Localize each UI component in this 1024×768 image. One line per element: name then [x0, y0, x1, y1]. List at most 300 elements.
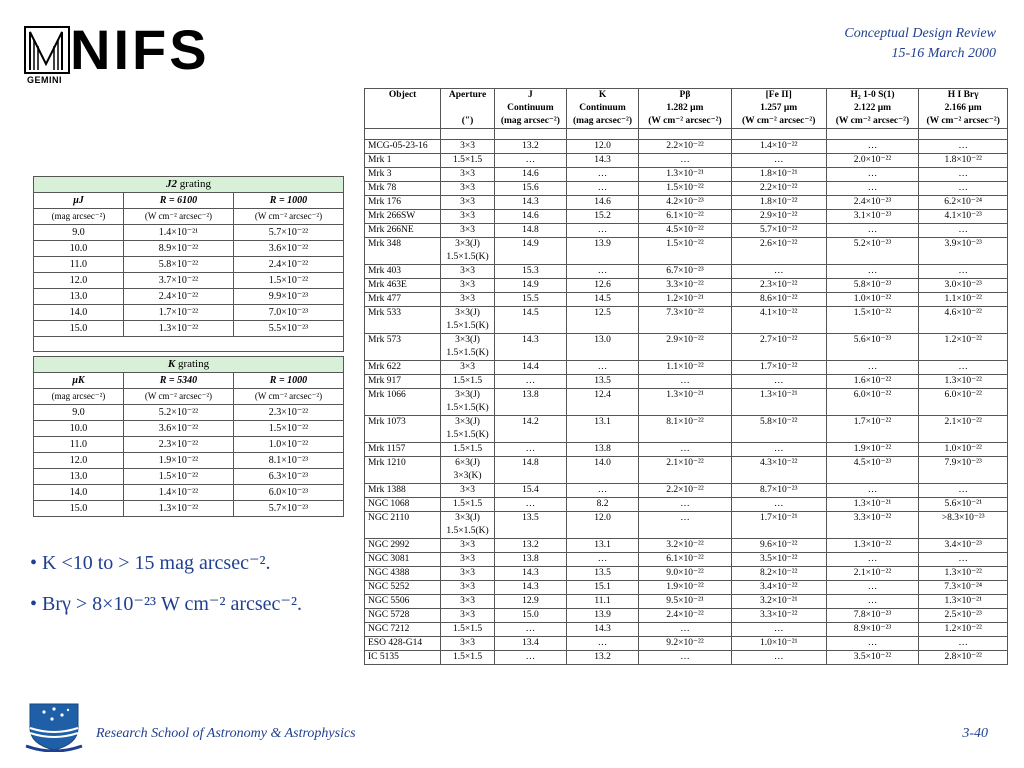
main-table-cell: 8.2: [566, 498, 638, 512]
mu-j-header: μJ: [34, 193, 124, 209]
main-table-cell: 1.2×10⁻²¹: [639, 293, 732, 307]
object-name-cell: Mrk 1066: [365, 389, 441, 416]
main-table-cell: 8.7×10⁻²³: [731, 484, 826, 498]
gap-cell: [441, 129, 495, 140]
main-table-cell: 1.8×10⁻²²: [919, 154, 1008, 168]
main-table-cell: 2.4×10⁻²³: [826, 196, 919, 210]
main-table-cell: 3×3: [441, 196, 495, 210]
main-table-cell: 11.1: [566, 595, 638, 609]
main-table-cell: 15.3: [494, 265, 566, 279]
k_grating-cell: 2.3×10⁻²²: [233, 405, 343, 421]
main-table-cell: 4.3×10⁻²²: [731, 457, 826, 484]
main-table-cell: 5.6×10⁻²³: [826, 334, 919, 361]
main-table-cell: 1.3×10⁻²¹: [639, 389, 732, 416]
main-table-cell: …: [826, 637, 919, 651]
main-table-cell: 14.9: [494, 279, 566, 293]
main-table-row: [365, 168, 1008, 182]
main-table-cell: 1.7×10⁻²²: [731, 361, 826, 375]
main-table-cell: 6.1×10⁻²²: [639, 553, 732, 567]
main-table-cell: …: [826, 265, 919, 279]
main-table-body: [365, 129, 1008, 665]
k-grating-table: [33, 356, 344, 517]
main-table-cell: 1.5×10⁻²²: [639, 238, 732, 265]
main-table-cell: 3.5×10⁻²²: [826, 651, 919, 665]
object-name-cell: Mrk 348: [365, 238, 441, 265]
main-table-cell: 6.0×10⁻²²: [826, 389, 919, 416]
main-table-cell: 15.2: [566, 210, 638, 224]
j-col1-unit: (mag arcsec⁻²): [34, 209, 124, 225]
main-table-cell: 14.3: [494, 334, 566, 361]
review-date: 15-16 March 2000: [891, 46, 996, 61]
main-table-cell: 2.9×10⁻²²: [731, 210, 826, 224]
j_grating-row: [34, 273, 344, 289]
main-table-cell: …: [826, 553, 919, 567]
main-table-cell: 13.0: [566, 334, 638, 361]
j_grating-cell: 9.9×10⁻²³: [233, 289, 343, 305]
main-table-cell: 4.5×10⁻²³: [826, 457, 919, 484]
j_grating-cell: 1.3×10⁻²²: [123, 321, 233, 337]
main-table-cell: 1.8×10⁻²¹: [731, 168, 826, 182]
object-name-cell: NGC 4388: [365, 567, 441, 581]
main-table-row: [365, 238, 1008, 265]
main-table-cell: 1.7×10⁻²¹: [731, 512, 826, 539]
main-table-cell: 9.2×10⁻²²: [639, 637, 732, 651]
main-table-cell: 1.3×10⁻²²: [826, 539, 919, 553]
object-name-cell: Mrk 78: [365, 182, 441, 196]
k_grating-cell: 10.0: [34, 421, 124, 437]
footer-institution: Research School of Astronomy & Astrophysics: [96, 726, 356, 741]
main-table-cell: 3.0×10⁻²³: [919, 279, 1008, 293]
main-table-cell: 13.8: [494, 389, 566, 416]
object-name-cell: Mrk 573: [365, 334, 441, 361]
main-table-cell: …: [639, 375, 732, 389]
main-table-row: [365, 307, 1008, 334]
main-table-cell: 1.0×10⁻²²: [919, 443, 1008, 457]
object-name-cell: Mrk 533: [365, 307, 441, 334]
j_grating-cell: 15.0: [34, 321, 124, 337]
main-table-row: [365, 512, 1008, 539]
j_grating-cell: 7.0×10⁻²³: [233, 305, 343, 321]
main-table-cell: …: [731, 154, 826, 168]
main-table-cell: 8.6×10⁻²²: [731, 293, 826, 307]
j_grating-row: [34, 289, 344, 305]
j_grating-cell: 14.0: [34, 305, 124, 321]
main-table-cell: 1.5×1.5: [441, 623, 495, 637]
main-table-cell: 4.1×10⁻²²: [731, 307, 826, 334]
object-name-cell: NGC 2110: [365, 512, 441, 539]
main-table-cell: 5.8×10⁻²²: [731, 416, 826, 443]
main-table-cell: 3.4×10⁻²²: [731, 581, 826, 595]
main-table-cell: 13.9: [566, 609, 638, 623]
main-table-cell: 3×3: [441, 140, 495, 154]
main-table-cell: 3×3: [441, 637, 495, 651]
main-table-cell: …: [494, 498, 566, 512]
k_grating-cell: 13.0: [34, 469, 124, 485]
j_grating-cell: 13.0: [34, 289, 124, 305]
main-table-cell: 1.2×10⁻²²: [919, 623, 1008, 637]
main-table-cell: 6.0×10⁻²²: [919, 389, 1008, 416]
main-header-cell: Aperture (″): [441, 89, 495, 129]
main-table-cell: 1.5×10⁻²²: [826, 307, 919, 334]
main-table-cell: 7.3×10⁻²²: [639, 307, 732, 334]
main-table-cell: 1.3×10⁻²¹: [731, 389, 826, 416]
main-table-cell: 1.3×10⁻²¹: [919, 595, 1008, 609]
k-col1-unit: (mag arcsec⁻²): [34, 389, 124, 405]
main-table-cell: 15.6: [494, 182, 566, 196]
main-table-row: [365, 539, 1008, 553]
main-table-row: [365, 637, 1008, 651]
k_grating-row: [34, 469, 344, 485]
k_grating-cell: 12.0: [34, 453, 124, 469]
main-table-cell: 13.8: [494, 553, 566, 567]
main-table-cell: 13.1: [566, 539, 638, 553]
main-table-cell: 8.1×10⁻²²: [639, 416, 732, 443]
main-table-cell: …: [826, 361, 919, 375]
main-table-cell: 2.1×10⁻²²: [826, 567, 919, 581]
nifs-logo-text: NIFS: [70, 18, 210, 81]
gemini-label: GEMINI: [27, 75, 63, 85]
main-table-cell: 7.3×10⁻²⁴: [919, 581, 1008, 595]
main-table-cell: 2.9×10⁻²²: [639, 334, 732, 361]
main-table-cell: 2.1×10⁻²²: [919, 416, 1008, 443]
object-name-cell: Mrk 463E: [365, 279, 441, 293]
main-table-cell: 3×3: [441, 210, 495, 224]
k_grating-cell: 8.1×10⁻²³: [233, 453, 343, 469]
object-name-cell: MCG-05-23-16: [365, 140, 441, 154]
object-name-cell: Mrk 176: [365, 196, 441, 210]
main-table-cell: 9.6×10⁻²²: [731, 539, 826, 553]
main-table-cell: 13.2: [494, 539, 566, 553]
main-table-row: [365, 265, 1008, 279]
main-table-row: [365, 443, 1008, 457]
main-table-cell: 14.3: [566, 623, 638, 637]
object-name-cell: Mrk 1157: [365, 443, 441, 457]
main-table-cell: 3.3×10⁻²²: [826, 512, 919, 539]
j_grating-row: [34, 321, 344, 337]
main-table-row: [365, 182, 1008, 196]
object-name-cell: NGC 1068: [365, 498, 441, 512]
k_grating-cell: 1.3×10⁻²²: [123, 501, 233, 517]
j_grating-row: [34, 257, 344, 273]
main-table-cell: …: [639, 651, 732, 665]
main-table-cell: …: [639, 623, 732, 637]
main-table-cell: 6.2×10⁻²⁴: [919, 196, 1008, 210]
j_grating-cell: 5.8×10⁻²²: [123, 257, 233, 273]
main-table-cell: 5.2×10⁻²³: [826, 238, 919, 265]
main-table-cell: 7.9×10⁻²³: [919, 457, 1008, 484]
main-table-cell: 14.3: [494, 567, 566, 581]
j_grating-cell: 5.5×10⁻²³: [233, 321, 343, 337]
main-table-cell: 4.2×10⁻²³: [639, 196, 732, 210]
main-table-cell: 3.3×10⁻²²: [731, 609, 826, 623]
main-table-cell: 3×3(J) 1.5×1.5(K): [441, 416, 495, 443]
main-table-cell: 13.5: [566, 375, 638, 389]
k_grating-cell: 1.9×10⁻²²: [123, 453, 233, 469]
main-table-cell: …: [639, 512, 732, 539]
gap-cell: [566, 129, 638, 140]
main-table-cell: 3.2×10⁻²²: [639, 539, 732, 553]
main-table-row: [365, 375, 1008, 389]
j_grating-cell: 11.0: [34, 257, 124, 273]
main-table-row: [365, 361, 1008, 375]
j-r1000-header: R = 1000: [233, 193, 343, 209]
main-table-cell: 14.8: [494, 224, 566, 238]
gap-cell: [826, 129, 919, 140]
main-table-cell: …: [826, 595, 919, 609]
main-table-cell: 1.3×10⁻²¹: [826, 498, 919, 512]
main-table-cell: 12.6: [566, 279, 638, 293]
main-table-cell: 1.4×10⁻²²: [731, 140, 826, 154]
main-table-cell: 1.9×10⁻²²: [826, 443, 919, 457]
main-table-cell: 1.1×10⁻²²: [639, 361, 732, 375]
main-table-cell: 5.8×10⁻²³: [826, 279, 919, 293]
main-table-cell: …: [919, 182, 1008, 196]
main-table-row: [365, 210, 1008, 224]
main-table-cell: 14.3: [494, 196, 566, 210]
k-grating-rows: [34, 405, 344, 517]
main-table-row: [365, 196, 1008, 210]
main-table-cell: …: [639, 154, 732, 168]
j_grating-cell: 10.0: [34, 241, 124, 257]
main-table-cell: 4.1×10⁻²³: [919, 210, 1008, 224]
object-name-cell: NGC 2992: [365, 539, 441, 553]
main-table-cell: 14.5: [566, 293, 638, 307]
main-table-cell: 2.0×10⁻²²: [826, 154, 919, 168]
k_grating-row: [34, 421, 344, 437]
main-table-cell: 3×3: [441, 539, 495, 553]
main-header-cell: J Continuum (mag arcsec⁻²): [494, 89, 566, 129]
object-name-cell: ESO 428-G14: [365, 637, 441, 651]
main-table-cell: 14.4: [494, 361, 566, 375]
bullet-list: [30, 550, 302, 632]
main-table-cell: 1.5×1.5: [441, 443, 495, 457]
main-table-cell: 15.5: [494, 293, 566, 307]
main-table-cell: 13.5: [566, 567, 638, 581]
k_grating-cell: 1.0×10⁻²²: [233, 437, 343, 453]
j-blank-row: [34, 337, 344, 352]
main-table-cell: 13.4: [494, 637, 566, 651]
main-table-cell: …: [639, 443, 732, 457]
main-table-cell: 14.0: [566, 457, 638, 484]
k-col2-unit: (W cm⁻² arcsec⁻²): [123, 389, 233, 405]
main-table-cell: 2.7×10⁻²²: [731, 334, 826, 361]
main-table-cell: …: [919, 361, 1008, 375]
main-table-cell: 3.9×10⁻²³: [919, 238, 1008, 265]
object-name-cell: Mrk 1073: [365, 416, 441, 443]
main-table-cell: 12.4: [566, 389, 638, 416]
main-table-cell: 2.8×10⁻²²: [919, 651, 1008, 665]
main-table-cell: 9.0×10⁻²²: [639, 567, 732, 581]
main-table-cell: 14.3: [494, 581, 566, 595]
main-table-cell: 1.2×10⁻²²: [919, 334, 1008, 361]
main-table-cell: 8.2×10⁻²²: [731, 567, 826, 581]
main-table-header-row: [365, 89, 1008, 129]
k_grating-cell: 1.5×10⁻²²: [233, 421, 343, 437]
main-table-cell: …: [919, 553, 1008, 567]
k_grating-row: [34, 437, 344, 453]
j_grating-cell: 9.0: [34, 225, 124, 241]
j_grating-cell: 1.5×10⁻²²: [233, 273, 343, 289]
j_grating-cell: 5.7×10⁻²²: [233, 225, 343, 241]
main-table-cell: 1.5×1.5: [441, 375, 495, 389]
main-table-cell: …: [566, 168, 638, 182]
main-table-cell: 3×3: [441, 361, 495, 375]
main-table-cell: 3.1×10⁻²³: [826, 210, 919, 224]
main-table-cell: …: [494, 443, 566, 457]
main-table-cell: 13.9: [566, 238, 638, 265]
k_grating-cell: 11.0: [34, 437, 124, 453]
main-table-cell: 3×3: [441, 293, 495, 307]
main-table-cell: 13.1: [566, 416, 638, 443]
main-table-cell: …: [919, 224, 1008, 238]
main-table-cell: 1.9×10⁻²²: [639, 581, 732, 595]
main-table-cell: …: [826, 140, 919, 154]
main-table-cell: 3×3(J) 1.5×1.5(K): [441, 512, 495, 539]
main-table-cell: 2.4×10⁻²²: [639, 609, 732, 623]
main-table-cell: 1.0×10⁻²²: [826, 293, 919, 307]
object-name-cell: Mrk 266NE: [365, 224, 441, 238]
main-header-cell: K Continuum (mag arcsec⁻²): [566, 89, 638, 129]
j_grating-row: [34, 241, 344, 257]
main-table-cell: 3×3: [441, 168, 495, 182]
main-table-row: [365, 389, 1008, 416]
main-table-cell: 14.5: [494, 307, 566, 334]
main-table-cell: …: [731, 375, 826, 389]
object-name-cell: Mrk 917: [365, 375, 441, 389]
main-table-cell: 3×3(J) 1.5×1.5(K): [441, 307, 495, 334]
object-name-cell: Mrk 1: [365, 154, 441, 168]
main-table-cell: 5.6×10⁻²¹: [919, 498, 1008, 512]
main-table-cell: 1.6×10⁻²²: [826, 375, 919, 389]
j_grating-row: [34, 225, 344, 241]
review-title: Conceptual Design Review: [844, 26, 996, 41]
object-name-cell: Mrk 266SW: [365, 210, 441, 224]
mu-k-header: μK: [34, 373, 124, 389]
k_grating-row: [34, 405, 344, 421]
main-table-cell: 14.6: [566, 196, 638, 210]
gap-cell: [639, 129, 732, 140]
bullet-k-range: • K <10 to > 15 mag arcsec⁻².: [30, 552, 271, 574]
object-name-cell: Mrk 477: [365, 293, 441, 307]
main-table-cell: …: [494, 651, 566, 665]
main-table-row: [365, 581, 1008, 595]
main-table-cell: 3×3: [441, 609, 495, 623]
main-table-cell: 2.2×10⁻²²: [731, 182, 826, 196]
main-table-cell: 1.3×10⁻²¹: [639, 168, 732, 182]
main-table-cell: …: [566, 224, 638, 238]
j-grating-table: [33, 176, 344, 352]
j-col3-unit: (W cm⁻² arcsec⁻²): [233, 209, 343, 225]
main-table-cell: 4.5×10⁻²²: [639, 224, 732, 238]
main-header-cell: [Fe II] 1.257 μm (W cm⁻² arcsec⁻²): [731, 89, 826, 129]
main-table-cell: 6.7×10⁻²³: [639, 265, 732, 279]
main-table-cell: 12.0: [566, 512, 638, 539]
main-table-cell: 3×3: [441, 595, 495, 609]
main-table-cell: 14.6: [494, 168, 566, 182]
main-table-cell: 14.2: [494, 416, 566, 443]
main-table-row: [365, 651, 1008, 665]
j_grating-cell: 8.9×10⁻²²: [123, 241, 233, 257]
main-table-row: [365, 609, 1008, 623]
main-table-row: [365, 293, 1008, 307]
main-table-cell: …: [731, 623, 826, 637]
main-table-row: [365, 140, 1008, 154]
main-table-cell: …: [919, 637, 1008, 651]
object-name-cell: NGC 5252: [365, 581, 441, 595]
main-table-row: [365, 595, 1008, 609]
k_grating-cell: 6.3×10⁻²³: [233, 469, 343, 485]
object-name-cell: Mrk 1388: [365, 484, 441, 498]
main-table-cell: 14.6: [494, 210, 566, 224]
j_grating-cell: 1.7×10⁻²²: [123, 305, 233, 321]
main-header-cell: H₂ 1-0 S(1) 2.122 μm (W cm⁻² arcsec⁻²): [826, 89, 919, 129]
main-table-cell: …: [731, 443, 826, 457]
k-grating-title: K grating: [34, 357, 344, 373]
main-table-cell: 14.9: [494, 238, 566, 265]
main-table-row: [365, 567, 1008, 581]
main-table-cell: …: [566, 637, 638, 651]
main-table-cell: 4.6×10⁻²²: [919, 307, 1008, 334]
main-table-cell: 9.5×10⁻²¹: [639, 595, 732, 609]
main-table-cell: 5.7×10⁻²²: [731, 224, 826, 238]
footer-page-number: 3-40: [962, 726, 988, 741]
main-table-cell: …: [731, 265, 826, 279]
main-table-cell: 14.3: [566, 154, 638, 168]
k-col3-unit: (W cm⁻² arcsec⁻²): [233, 389, 343, 405]
object-name-cell: NGC 3081: [365, 553, 441, 567]
k_grating-cell: 14.0: [34, 485, 124, 501]
main-table-cell: 2.2×10⁻²²: [639, 484, 732, 498]
main-table-row: [365, 416, 1008, 443]
main-table-cell: 2.6×10⁻²²: [731, 238, 826, 265]
j_grating-cell: 12.0: [34, 273, 124, 289]
main-table-cell: 3×3(J) 1.5×1.5(K): [441, 334, 495, 361]
object-name-cell: Mrk 622: [365, 361, 441, 375]
review-header: [844, 24, 996, 64]
main-table-cell: 3×3: [441, 581, 495, 595]
gap-cell: [365, 129, 441, 140]
k_grating-row: [34, 485, 344, 501]
main-table-cell: 15.1: [566, 581, 638, 595]
main-header-cell: Object: [365, 89, 441, 129]
main-table-cell: 6×3(J) 3×3(K): [441, 457, 495, 484]
j-grating-rows: [34, 225, 344, 337]
main-table-cell: 15.4: [494, 484, 566, 498]
main-table-row: [365, 623, 1008, 637]
k_grating-cell: 15.0: [34, 501, 124, 517]
gap-cell: [494, 129, 566, 140]
j_grating-cell: 2.4×10⁻²²: [233, 257, 343, 273]
main-table-cell: …: [826, 168, 919, 182]
main-table-row: [365, 334, 1008, 361]
object-name-cell: Mrk 403: [365, 265, 441, 279]
k_grating-cell: 9.0: [34, 405, 124, 421]
main-table-cell: …: [919, 140, 1008, 154]
main-table-cell: 6.1×10⁻²²: [639, 210, 732, 224]
main-table-cell: 1.1×10⁻²²: [919, 293, 1008, 307]
k_grating-row: [34, 501, 344, 517]
main-table-cell: 3×3(J) 1.5×1.5(K): [441, 238, 495, 265]
main-table-cell: 15.0: [494, 609, 566, 623]
main-table-cell: 1.3×10⁻²²: [919, 375, 1008, 389]
main-table-cell: 1.3×10⁻²²: [919, 567, 1008, 581]
main-table-cell: 3×3(J) 1.5×1.5(K): [441, 389, 495, 416]
main-header-cell: Pβ 1.282 μm (W cm⁻² arcsec⁻²): [639, 89, 732, 129]
j_grating-cell: 3.7×10⁻²²: [123, 273, 233, 289]
main-table-cell: …: [566, 361, 638, 375]
j-grating-title: J2 grating: [34, 177, 344, 193]
main-table-cell: 1.5×1.5: [441, 498, 495, 512]
